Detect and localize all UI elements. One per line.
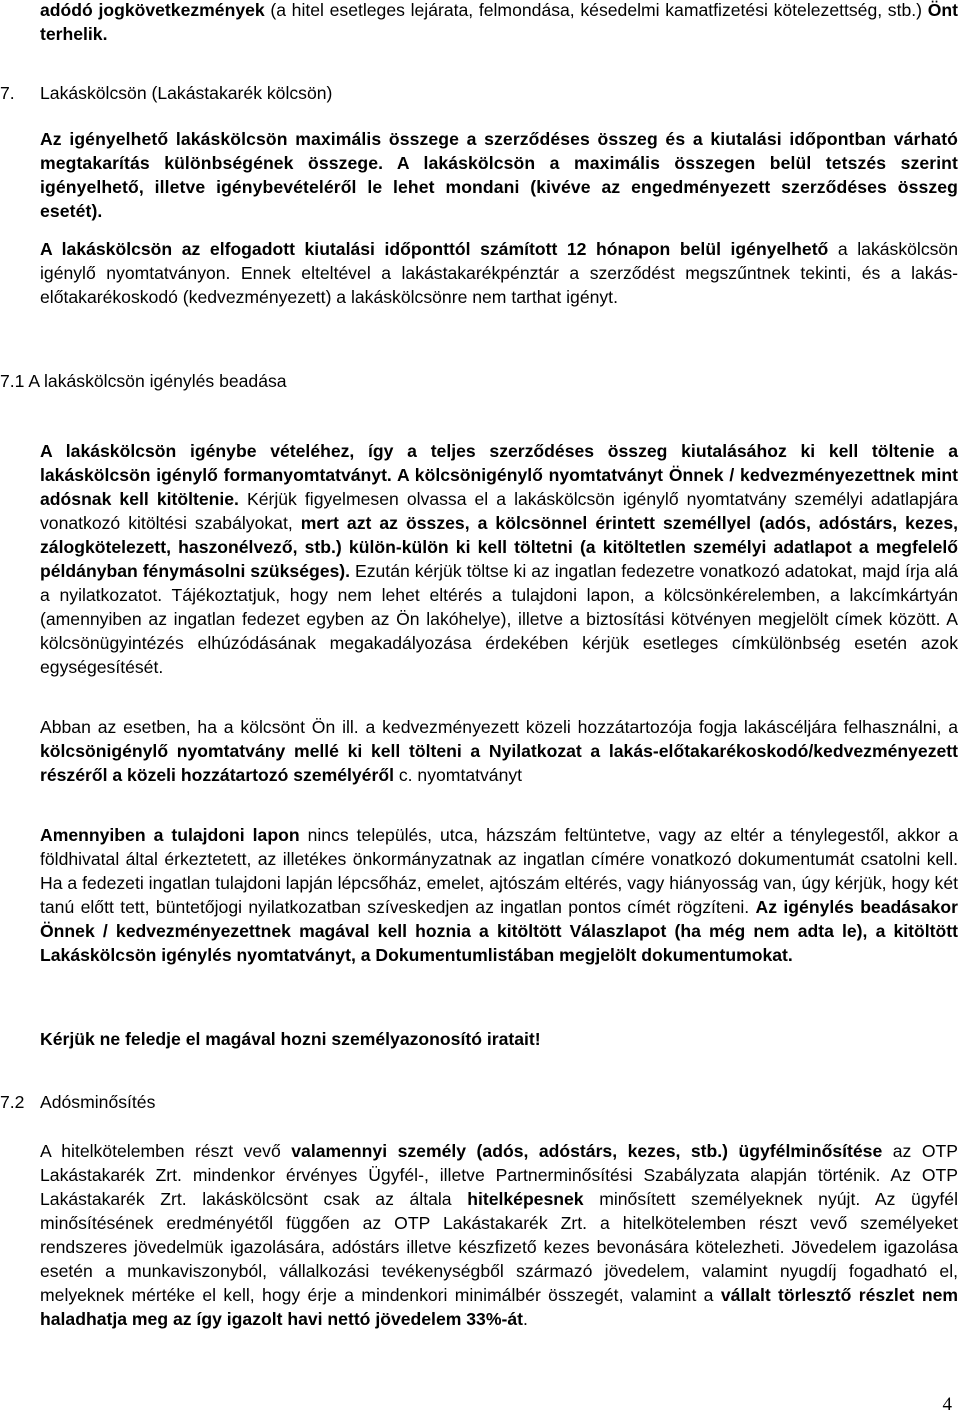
p7-bold-3: vállalt törlesztő részlet nem haladhatja meg az így igazolt havi nettó jövedelem 33%-át xyxy=(40,1285,958,1329)
p7-text-4: . xyxy=(522,1309,528,1329)
p2-bold: A lakáskölcsön az elfogadott kiutalási időponttól számított 12 hónapon belül igényelhető xyxy=(40,239,829,259)
p4-text-1: Abban az esetben, ha a kölcsönt Ön ill. a kedvezményezett közeli hozzátartozója fogja lakáscéljára felhasználni, a xyxy=(40,717,958,737)
intro-bold-1: adódó jogkövetkezmények xyxy=(40,0,265,20)
section-7-2-title: Adósminősítés xyxy=(40,1092,156,1112)
p4-text-2: c. nyomtatványt xyxy=(393,765,523,785)
section-7-1-title: 7.1 A lakáskölcsön igénylés beadása xyxy=(0,371,287,391)
paragraph-12-months xyxy=(40,237,958,309)
p1-bold: Az igényelhető lakáskölcsön maximális összege a szerződéses összeg és a kiutalási időpontban várható megtakarítás különbségének összege. A lakáskölcsön a maximális összegen belül tetszés szerint igényelhető, illetve igénybevételéről le lehet mondani (kivéve az engedményezett szerződéses összeg esetét). xyxy=(40,129,958,221)
intro-text: (a hitel esetleges lejárata, felmondása, késedelmi kamatfizetési kötelezettség, stb.) xyxy=(264,0,928,20)
paragraph-application-submission xyxy=(40,439,958,679)
paragraph-max-amount xyxy=(40,127,958,223)
intro-paragraph xyxy=(40,0,958,46)
p4-bold: kölcsönigénylő nyomtatvány mellé ki kell tölteni a Nyilatkozat a lakás-előtakarékoskodó/kedvezményezett részéről a közeli hozzátartozó személyéről xyxy=(40,741,958,785)
p5-bold-1: Amennyiben a tulajdoni lapon xyxy=(40,825,300,845)
p6-bold: Kérjük ne feledje el magával hozni személyazonosító iratait! xyxy=(40,1029,541,1049)
p7-text-3: minősített személyeknek nyújt. Az ügyfél minősítésének eredményétől függően az OTP Lakástakarék Zrt. a hitelkötelemben részt vevő személyeket rendszeres jövedelmük igazolására, adóstárs illetve készfizető kezes bevonására kötelezheti. Jövedelem igazolása esetén a munkaviszonyból, vállalkozási tevékenységből származó jövedelem, valamint nyugdíj fogadható el, melyeknek mértéke el kell, hogy érje a mindenkori minimálbér összegét, valamint a xyxy=(40,1189,958,1305)
p5-text: nincs település, utca, házszám feltüntetve, vagy az eltér a ténylegestől, akkor a földhivatal által érkeztetett, az illetékes önkormányzatnak az ingatlan címére vonatkozó dokumentumát csatolni kell. Ha a fedezeti ingatlan tulajdoni lapján lépcsőház, emelet, ajtószám eltérés, vagy hiányosság van, úgy kérjük, hogy két tanú előtt tett, büntetőjogi nyilatkozatban szíveskedjen az ingatlan pontos címét rögzíteni. xyxy=(40,825,958,917)
section-7-number: 7. xyxy=(0,83,15,103)
p7-text-2: az OTP Lakástakarék Zrt. mindenkor érvényes Ügyfél-, illetve Partnerminősítési Szabályzata alapján történik. Az OTP Lakástakarék Zrt. lakáskölcsönt csak az általa xyxy=(40,1141,959,1209)
p7-text-1: A hitelkötelemben részt vevő xyxy=(40,1141,292,1161)
p3-bold-1: A lakáskölcsön igénybe vételéhez, így a teljes szerződéses összeg kiutalásához ki kell töltenie a lakáskölcsön igénylő formanyomtatványt. A kölcsönigénylő nyomtatványt Önnek / kedvezményezettnek mint adósnak kell kitöltenie. xyxy=(40,441,958,509)
section-7-1-heading xyxy=(0,369,287,393)
paragraph-relative-declaration xyxy=(40,715,958,787)
paragraph-property-sheet xyxy=(40,823,958,967)
section-7-title: Lakáskölcsön (Lakástakarék kölcsön) xyxy=(40,83,333,103)
p2-text: a lakáskölcsön igénylő nyomtatványon. Ennek elteltével a lakástakarékpénztár a szerződést megszűntnek tekinti, és a lakás-előtakarékoskodó (kedvezményezett) a lakáskölcsönre nem tarthat igényt. xyxy=(40,239,958,307)
paragraph-debtor-rating xyxy=(40,1139,958,1331)
p3-bold-2: mert azt az összes, a kölcsönnel érintett személlyel (adós, adóstárs, kezes, zálogkötelezett, haszonélvező, stb.) külön-külön ki kell töltetni (a kitöltetlen személyi adatlapot a megfelelő példányban fénymásolni szükséges). xyxy=(40,513,958,581)
p7-bold-1: valamennyi személy (adós, adóstárs, kezes, stb.) ügyfélminősítése xyxy=(291,1141,883,1161)
p5-bold-2: Az igénylés beadásakor Önnek / kedvezményezettnek magával kell hoznia a kitöltött Válaszlapot (ha még nem adta le), a kitöltött Lakáskölcsön igénylés nyomtatványt, a Dokumentumlistában megjelölt dokumentumokat. xyxy=(40,897,958,965)
p7-bold-2: hitelképesnek xyxy=(467,1189,584,1209)
page-number: 4 xyxy=(942,1394,952,1415)
p3-text-1: Kérjük figyelmesen olvassa el a lakáskölcsön igénylő nyomtatvány személyi adatlapjára vonatkozó kitöltési szabályokat, xyxy=(40,489,958,533)
intro-bold-2: Önt terhelik. xyxy=(40,0,958,44)
paragraph-id-reminder xyxy=(40,1027,958,1051)
p3-text-2: Ezután kérjük töltse ki az ingatlan fedezetre vonatkozó adatokat, majd írja alá a nyilatkozatot. Tájékoztatjuk, hogy nem lehet eltérés a tulajdoni lapon, a kölcsönkérelemben, a lakcímkártyán (amennyiben az ingatlan fedezet egyben az Ön lakóhelye), illetve a biztosítási kötvényen megjelölt címek között. A kölcsönügyintézés elhúzódásának megakadályozása érdekében kérjük esetleges címkülönbség esetén azok egységesítését. xyxy=(40,561,958,677)
section-7-2-number: 7.2 xyxy=(0,1092,25,1112)
